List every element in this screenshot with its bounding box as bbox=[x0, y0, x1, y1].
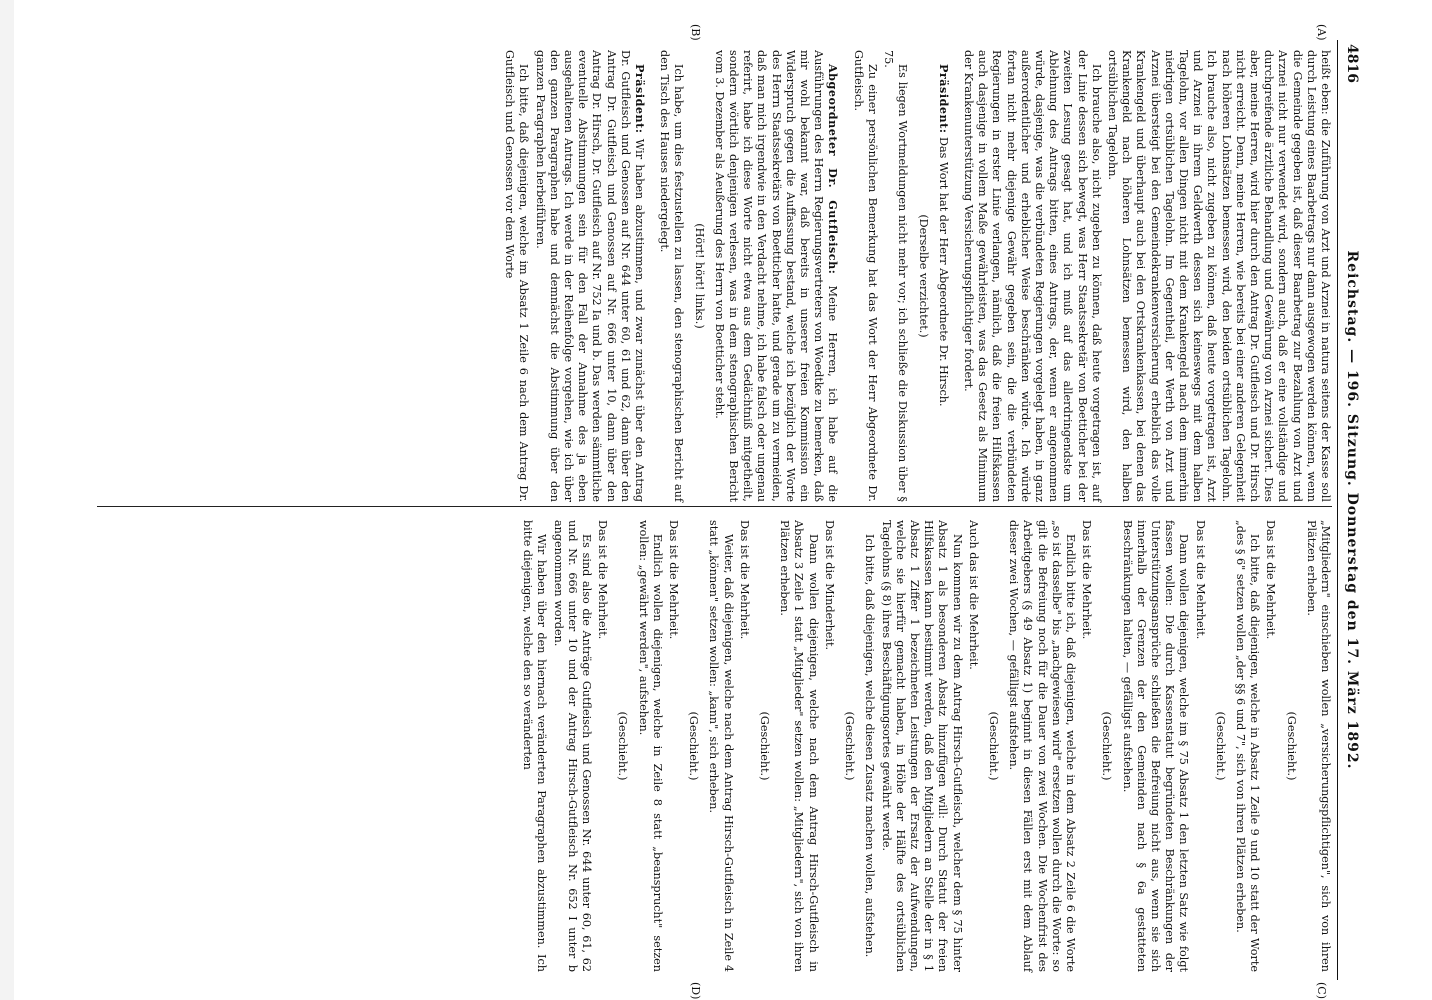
speaker-label: Präsident: bbox=[936, 64, 951, 134]
paragraph: Das ist die Mehrheit. bbox=[596, 520, 610, 640]
column-divider bbox=[97, 506, 1332, 507]
text-column-left bbox=[500, 50, 1332, 502]
paragraph: Endlich wollen diejenigen, welche in Zeile 8 statt „beansprucht" setzen wollen: „gewährt werden", aufstehen. bbox=[636, 520, 664, 972]
paragraph: (Hört! hört! links.) bbox=[692, 223, 706, 329]
paragraph: Auch das ist die Mehrheit. bbox=[966, 520, 980, 670]
paragraph: (Geschieht.) bbox=[616, 711, 630, 781]
paragraph: Ich habe, um dies festzustellen zu lassen, den stenographischen Bericht auf den Tisch des Hauses niedergelegt. bbox=[658, 50, 686, 502]
margin-mark-a: (A) bbox=[1315, 24, 1328, 41]
page-title: Reichstag. — 196. Sitzung. Donnerstag den 17. März 1892. bbox=[1344, 250, 1360, 770]
paragraph: Das ist die Mehrheit. bbox=[1080, 520, 1094, 640]
digitization-credit bbox=[0, 0, 1, 992]
speaker-label: Präsident: bbox=[633, 64, 648, 134]
paragraph: Ich bitte, daß diejenigen, welche in Absatz 1 Zeile 9 und 10 statt der Worte „des § 6" setzen wollen „der §§ 6 und 7", sich von ihren Plätzen erheben. bbox=[1233, 520, 1262, 972]
paragraph: heißt eben: die Zuführung von Arzt und Arznei in natura seitens der Kasse soll durch Leistung eines Baarbetrags nur dann ausgewogen werden können, wenn die Gemeinde gegeben ist, daß dieser Baarbetrag zur Bezahlung von Arzt und Arznei nicht nur verwendet wird, sondern auch, daß er eine vollständige und durchgreifende ärztliche Behandlung und Gewährung von Arznei sichert. Dies aber, meine Herren, wird hier durch den Antrag Dr. Gutfleisch und Dr. Hirsch nicht erreicht. Denn, meine Herren, wie bereits bei einer anderen Gelegenheit nach höheren Lohnsätzen bemessen wird, den beiden ortsüblichen Tagelohn. Ich brauche also, nicht zugeben zu können, daß heute vorgetragen ist, Arzt und Arznei in ihrem Geldwerth dessen sich keineswegs mit dem halben Tagelohn, vor allen Dingen nicht mit dem Krankengeld nach dem immerhin niedrigen ortsüblichen Tagelohn. Im Gegentheil, der Werth von Arzt und Arznei übersteigt bei den Gemeindekrankenversicherung erheblich das volle Krankengeld und überhaupt auch bei den Ortskrankenkassen, bei denen das Krankengeld nach höheren Lohnsätzen bemessen wird, den halben ortsüblichen Tagelohn. bbox=[1105, 50, 1332, 502]
paragraph: Ich bitte, daß diejenigen, welche diesen Zusatz machen wollen, aufstehen. bbox=[863, 534, 877, 958]
paragraph: Das ist die Mehrheit. bbox=[1264, 520, 1278, 640]
paragraph: Das ist die Minderheit. bbox=[822, 520, 836, 651]
paragraph: Das ist die Mehrheit. bbox=[667, 520, 681, 640]
paragraph: (Geschieht.) bbox=[687, 711, 701, 781]
paragraph: Dann wollen diejenigen, welche im § 75 Absatz 1 den letzten Satz wie folgt fassen wollen: Die durch Kassenstatut begründeten Beschränkungen der Unterstützungsansprüche schließen die Befreiung nicht aus, wenn sie sich innerhalb der Grenzen der den Gemeinden nach § 6a gestatteten Beschränkungen halten, — gefälligst aufstehen. bbox=[1120, 520, 1191, 972]
paragraph: Präsident: Das Wort hat der Herr Abgeordnete Dr. Hirsch. bbox=[936, 64, 951, 407]
paragraph: Es sind also die Anträge Gutfleisch und Genossen Nr. 644 unter 60, 61, 62 und Nr. 666 unter 10 und der Antrag Hirsch-Gutfleisch Nr. 652 I unter b angenommen worden. bbox=[551, 520, 594, 972]
paragraph: Präsident: Wir haben abzustimmen, und zwar zunächst über den Antrag Dr. Gutfleisch und Genossen auf Nr. 644 unter 60, 61 und 62, dann über den Antrag Dr. Gutfleisch und Genossen auf Nr. 666 unter 10, dann über den Antrag Dr. Hirsch, Dr. Gutfleisch auf Nr. 752 Ia und b. Das werden sämmtliche eventuelle Abstimmungen sein für den Fall der Annahme des ja eben ausgehaltenen Antrags. Ich werde in der Reihenfolge vorgehen, wie ich über den ganzen Paragraphen habe und demnächst die Abstimmung über den ganzen Paragraphen herbeiführen. bbox=[533, 50, 648, 502]
paragraph: (Geschieht.) bbox=[843, 711, 857, 781]
paragraph: (Geschieht.) bbox=[758, 711, 772, 781]
paragraph: Dann wollen diejenigen, welche nach dem Antrag Hirsch-Gutfleisch in Absatz 3 Zeile 1 statt „Mitglieder" setzen wollen: „Mitgliedern", sich von ihren Plätzen erheben. bbox=[778, 520, 820, 972]
paragraph: Endlich bitte ich, daß diejenigen, welche in dem Absatz 2 Zeile 6 die Worte „so ist dasselbe" bis „nachgewiesen wird" ersetzen wollen durch die Worte: so gilt die Befreiung noch für die Dauer von zwei Wochen. Die Wochenfrist des Arbeitgebers (§ 49 Absatz 1) beginnt in diesen Fällen erst mit dem Ablauf dieser zwei Wochen, — gefälligst aufstehen. bbox=[1007, 520, 1077, 972]
text-column-right bbox=[518, 520, 1332, 972]
margin-mark-b: (B) bbox=[689, 24, 702, 41]
margin-mark-c: (C) bbox=[1315, 982, 1328, 999]
newspaper-page bbox=[62, 24, 1362, 1000]
paragraph: Zu einer persönlichen Bemerkung hat das Wort der Herr Abgeordnete Dr. Gutfleisch. bbox=[851, 50, 879, 502]
paragraph: (Geschieht.) bbox=[1213, 711, 1227, 781]
paragraph: (Geschieht.) bbox=[1100, 711, 1114, 781]
paragraph: Abgeordneter Dr. Gutfleisch: Meine Herren, ich habe auf die Ausführungen des Herrn Regierungsvertreters von Woedtke zu bemerken, daß mir wohl bekannt war, daß bereits in unserer freien Kommission ein Widerspruch gegen die Auffassung bestand, welche ich bezüglich der Worte des Herrn Staatssekretärs von Boetticher hatte, und gerade um zu vermeiden, daß man mich irgendwie in den Verdacht nehme, ich habe falsch oder ungenau referirt, habe ich diese Worte nicht etwa aus dem Gedächtniß mitgetheilt, sondern wörtlich denjenigen verlesen, was in dem stenographischen Bericht vom 3. Dezember als Aeußerung des Herrn von Boetticher steht. bbox=[712, 50, 841, 502]
paragraph: (Derselbe verzichtet.) bbox=[916, 214, 930, 338]
paragraph: Es liegen Wortmeldungen nicht mehr vor; ich schließe die Diskussion über § 75. bbox=[882, 50, 910, 502]
paragraph: Ich brauche also, nicht zugeben zu können, daß heute vorgetragen ist, auf der Linie dessen sich bewegt, was Herr Staatssekretär von Boetticher bei der zweiten Lesung gesagt hat, und ich muß auf das allerdringendste um Ablehnung des Antrags bitten, eines Antrags, der, wenn er angenommen würde, dasjenige, was die verbündeten Regierungen vorgelegt haben, in ganz außerordentlicher und erheblicher Weise beschränken würde. Ich würde fortan nicht mehr diejenige Gewähr gegeben sein, die die verbündeten Regierungen in erster Linie verlangen, nämlich, daß die freien Hilfskassen auch dasjenige in vollem Maße gewährleisten, was das Gesetz als Minimum der Krankenunterstützung Versicherungspflichtiger fordert. bbox=[961, 50, 1103, 502]
paragraph: Ich bitte, daß diejenigen, welche im Absatz 1 Zeile 6 nach dem Antrag Dr. Gutfleisch und Genossen vor dem Worte bbox=[503, 50, 531, 502]
page-number: 4816 bbox=[1344, 44, 1360, 83]
paragraph: Das ist die Mehrheit. bbox=[1193, 520, 1207, 640]
paragraph: Weiter, daß diejenigen, welche nach dem Antrag Hirsch-Gutfleisch in Zeile 4 statt „können" setzen wollen: „kann", sich erheben. bbox=[707, 520, 735, 972]
page-header bbox=[1337, 40, 1362, 980]
paragraph: (Geschieht.) bbox=[986, 711, 1000, 781]
speaker-label: Abgeordneter Dr. Gutfleisch: bbox=[826, 64, 841, 275]
paragraph: „Mitgliedern" einschieben wollen „versicherungspflichtigen", sich von ihren Plätzen erheben. bbox=[1304, 520, 1332, 972]
paragraph: Wir haben über den hiernach veränderten Paragraphen abzustimmen. Ich bitte diejenigen, welche den so veränderten bbox=[521, 520, 549, 972]
paragraph: Das ist die Mehrheit. bbox=[737, 520, 751, 640]
paragraph: Nun kommen wir zu dem Antrag Hirsch-Gutfleisch, welcher dem § 75 hinter Absatz 1 als besonderen Absatz hinzufügen will: Durch Statut der freien Hilfskassen kann bestimmt werden, daß den Mitgliedern an Stelle der in § 1 Absatz 1 Ziffer 1 bezeichneten Leistungen der Ersatz der Aufwendungen, welche sie hierfür gemacht haben, in Höhe der Hälfte des ortsüblichen Tagelohns (§ 8) ihres Beschäftigungsortes gewährt werde. bbox=[879, 520, 964, 972]
paragraph: (Geschieht.) bbox=[1284, 711, 1298, 781]
digitization-credit-strip bbox=[0, 0, 14, 1000]
margin-mark-d: (D) bbox=[689, 982, 702, 1000]
